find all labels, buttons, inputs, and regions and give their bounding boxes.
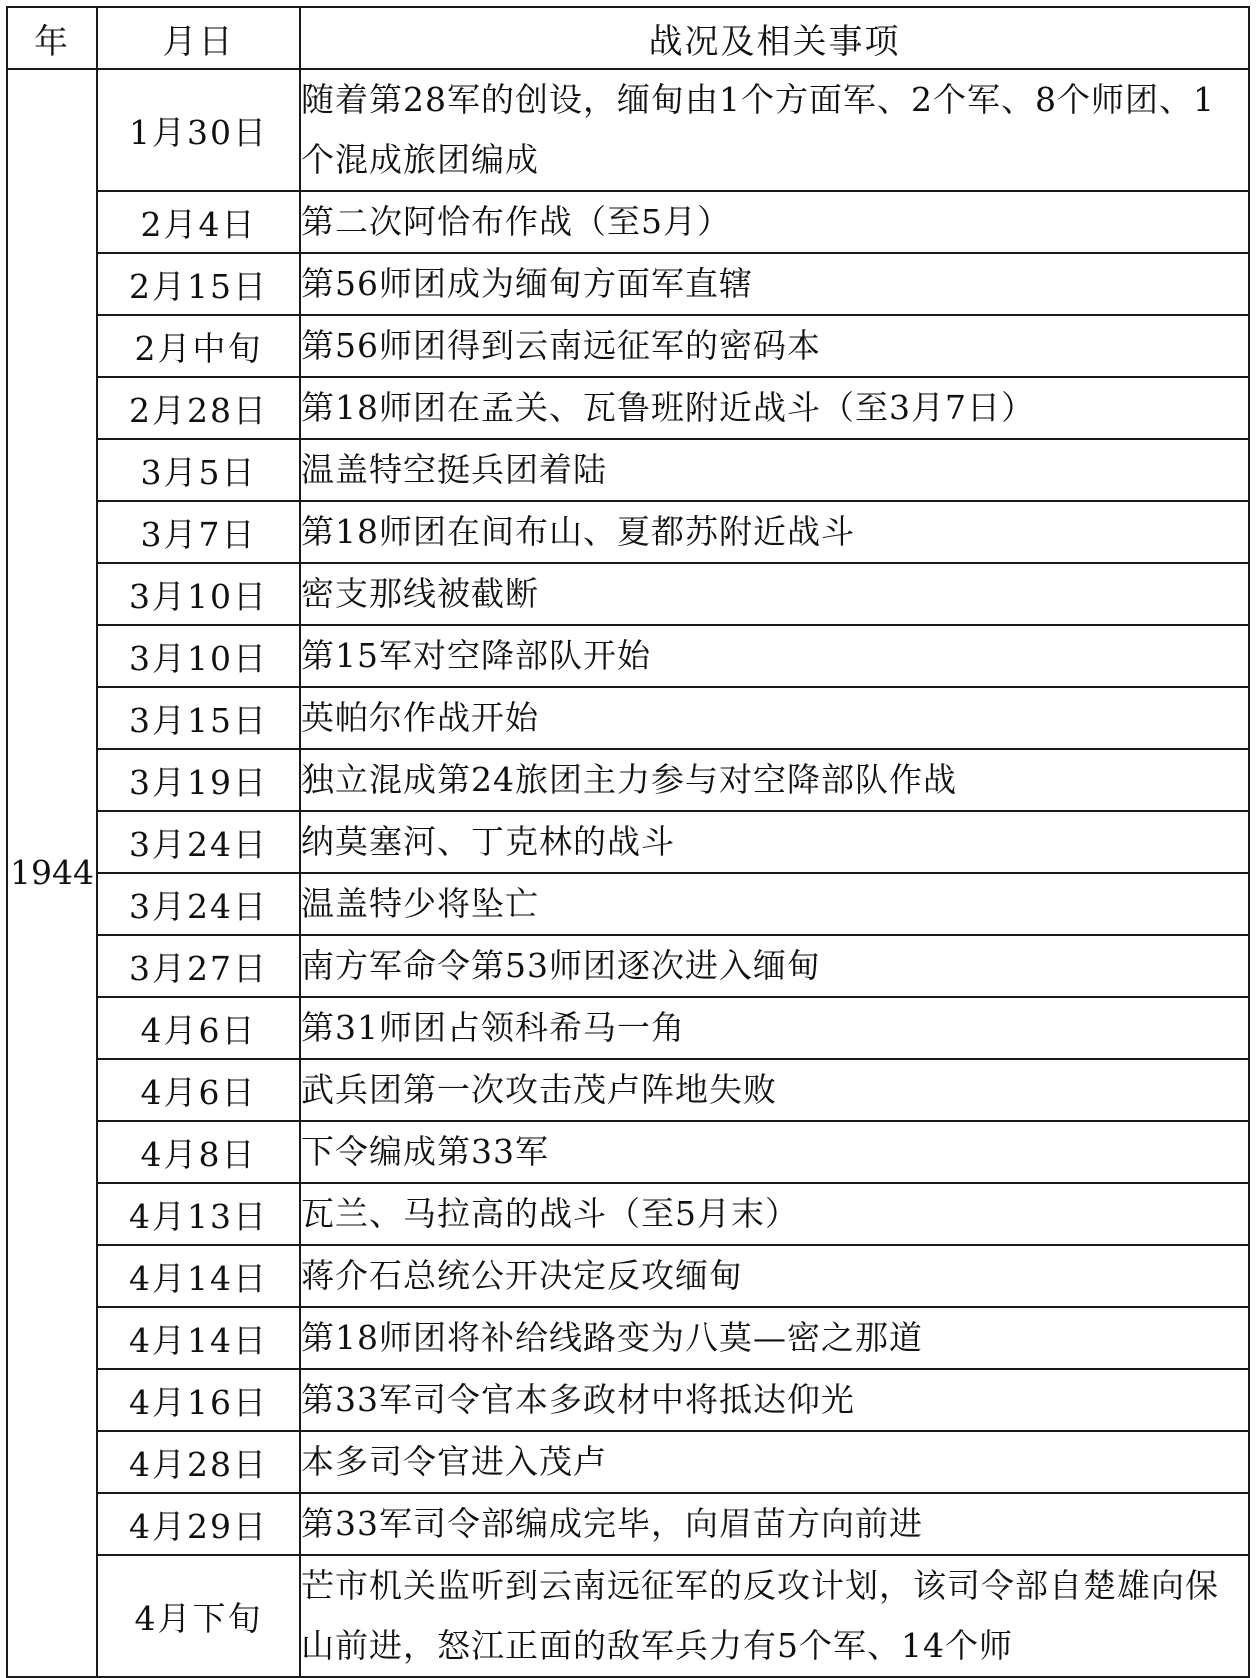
date-cell: 4月6日 bbox=[97, 1059, 300, 1121]
year-cell: 1944 bbox=[7, 69, 97, 1677]
table-row bbox=[7, 625, 1249, 687]
date-cell: 4月16日 bbox=[97, 1369, 300, 1431]
table-body bbox=[7, 69, 1249, 1677]
table-row bbox=[7, 501, 1249, 563]
event-cell: 蒋介石总统公开决定反攻缅甸 bbox=[300, 1245, 1249, 1307]
table-row bbox=[7, 997, 1249, 1059]
header-event: 战况及相关事项 bbox=[300, 7, 1249, 69]
date-cell: 3月10日 bbox=[97, 625, 300, 687]
table-row bbox=[7, 1555, 1249, 1677]
event-cell: 独立混成第24旅团主力参与对空降部队作战 bbox=[300, 749, 1249, 811]
date-cell: 4月14日 bbox=[97, 1307, 300, 1369]
date-cell: 4月29日 bbox=[97, 1493, 300, 1555]
event-cell: 第18师团在间布山、夏都苏附近战斗 bbox=[300, 501, 1249, 563]
header-row bbox=[7, 7, 1249, 69]
event-cell: 第18师团将补给线路变为八莫—密之那道 bbox=[300, 1307, 1249, 1369]
date-cell: 3月24日 bbox=[97, 873, 300, 935]
table-row bbox=[7, 811, 1249, 873]
table-row bbox=[7, 1307, 1249, 1369]
table-row bbox=[7, 1059, 1249, 1121]
date-cell: 3月24日 bbox=[97, 811, 300, 873]
date-cell: 2月15日 bbox=[97, 253, 300, 315]
date-cell: 1月30日 bbox=[97, 69, 300, 191]
table-row bbox=[7, 749, 1249, 811]
date-cell: 2月4日 bbox=[97, 191, 300, 253]
date-cell: 4月14日 bbox=[97, 1245, 300, 1307]
event-cell: 温盖特少将坠亡 bbox=[300, 873, 1249, 935]
event-cell: 第15军对空降部队开始 bbox=[300, 625, 1249, 687]
date-cell: 4月下旬 bbox=[97, 1555, 300, 1677]
table-row bbox=[7, 315, 1249, 377]
event-cell: 随着第28军的创设，缅甸由1个方面军、2个军、8个师团、1个混成旅团编成 bbox=[300, 69, 1249, 191]
table-row bbox=[7, 873, 1249, 935]
header-date: 月日 bbox=[97, 7, 300, 69]
table-row bbox=[7, 253, 1249, 315]
date-cell: 3月15日 bbox=[97, 687, 300, 749]
event-cell: 英帕尔作战开始 bbox=[300, 687, 1249, 749]
event-cell: 武兵团第一次攻击茂卢阵地失败 bbox=[300, 1059, 1249, 1121]
date-cell: 3月7日 bbox=[97, 501, 300, 563]
event-cell: 芒市机关监听到云南远征军的反攻计划，该司令部自楚雄向保山前进，怒江正面的敌军兵力有5个军、14个师 bbox=[300, 1555, 1249, 1677]
table-row bbox=[7, 1183, 1249, 1245]
event-cell: 纳莫塞河、丁克林的战斗 bbox=[300, 811, 1249, 873]
date-cell: 4月28日 bbox=[97, 1431, 300, 1493]
table-row bbox=[7, 1493, 1249, 1555]
event-cell: 第33军司令官本多政材中将抵达仰光 bbox=[300, 1369, 1249, 1431]
table-row bbox=[7, 935, 1249, 997]
event-cell: 瓦兰、马拉高的战斗（至5月末） bbox=[300, 1183, 1249, 1245]
date-cell: 2月28日 bbox=[97, 377, 300, 439]
date-cell: 3月5日 bbox=[97, 439, 300, 501]
event-cell: 第31师团占领科希马一角 bbox=[300, 997, 1249, 1059]
table-row bbox=[7, 1245, 1249, 1307]
header-year: 年 bbox=[7, 7, 97, 69]
event-cell: 南方军命令第53师团逐次进入缅甸 bbox=[300, 935, 1249, 997]
event-cell: 下令编成第33军 bbox=[300, 1121, 1249, 1183]
date-cell: 2月中旬 bbox=[97, 315, 300, 377]
date-cell: 3月19日 bbox=[97, 749, 300, 811]
date-cell: 3月10日 bbox=[97, 563, 300, 625]
date-cell: 4月13日 bbox=[97, 1183, 300, 1245]
date-cell: 3月27日 bbox=[97, 935, 300, 997]
event-cell: 第18师团在孟关、瓦鲁班附近战斗（至3月7日） bbox=[300, 377, 1249, 439]
event-cell: 温盖特空挺兵团着陆 bbox=[300, 439, 1249, 501]
chronology-table bbox=[6, 6, 1250, 1678]
event-cell: 密支那线被截断 bbox=[300, 563, 1249, 625]
event-cell: 第56师团得到云南远征军的密码本 bbox=[300, 315, 1249, 377]
table-row bbox=[7, 69, 1249, 191]
event-cell: 第33军司令部编成完毕，向眉苗方向前进 bbox=[300, 1493, 1249, 1555]
table-row bbox=[7, 191, 1249, 253]
event-cell: 本多司令官进入茂卢 bbox=[300, 1431, 1249, 1493]
table-row bbox=[7, 687, 1249, 749]
table-row bbox=[7, 1369, 1249, 1431]
date-cell: 4月6日 bbox=[97, 997, 300, 1059]
table-row bbox=[7, 1121, 1249, 1183]
event-cell: 第二次阿恰布作战（至5月） bbox=[300, 191, 1249, 253]
table-row bbox=[7, 1431, 1249, 1493]
date-cell: 4月8日 bbox=[97, 1121, 300, 1183]
event-cell: 第56师团成为缅甸方面军直辖 bbox=[300, 253, 1249, 315]
table-row bbox=[7, 563, 1249, 625]
table-row bbox=[7, 439, 1249, 501]
table-row bbox=[7, 377, 1249, 439]
